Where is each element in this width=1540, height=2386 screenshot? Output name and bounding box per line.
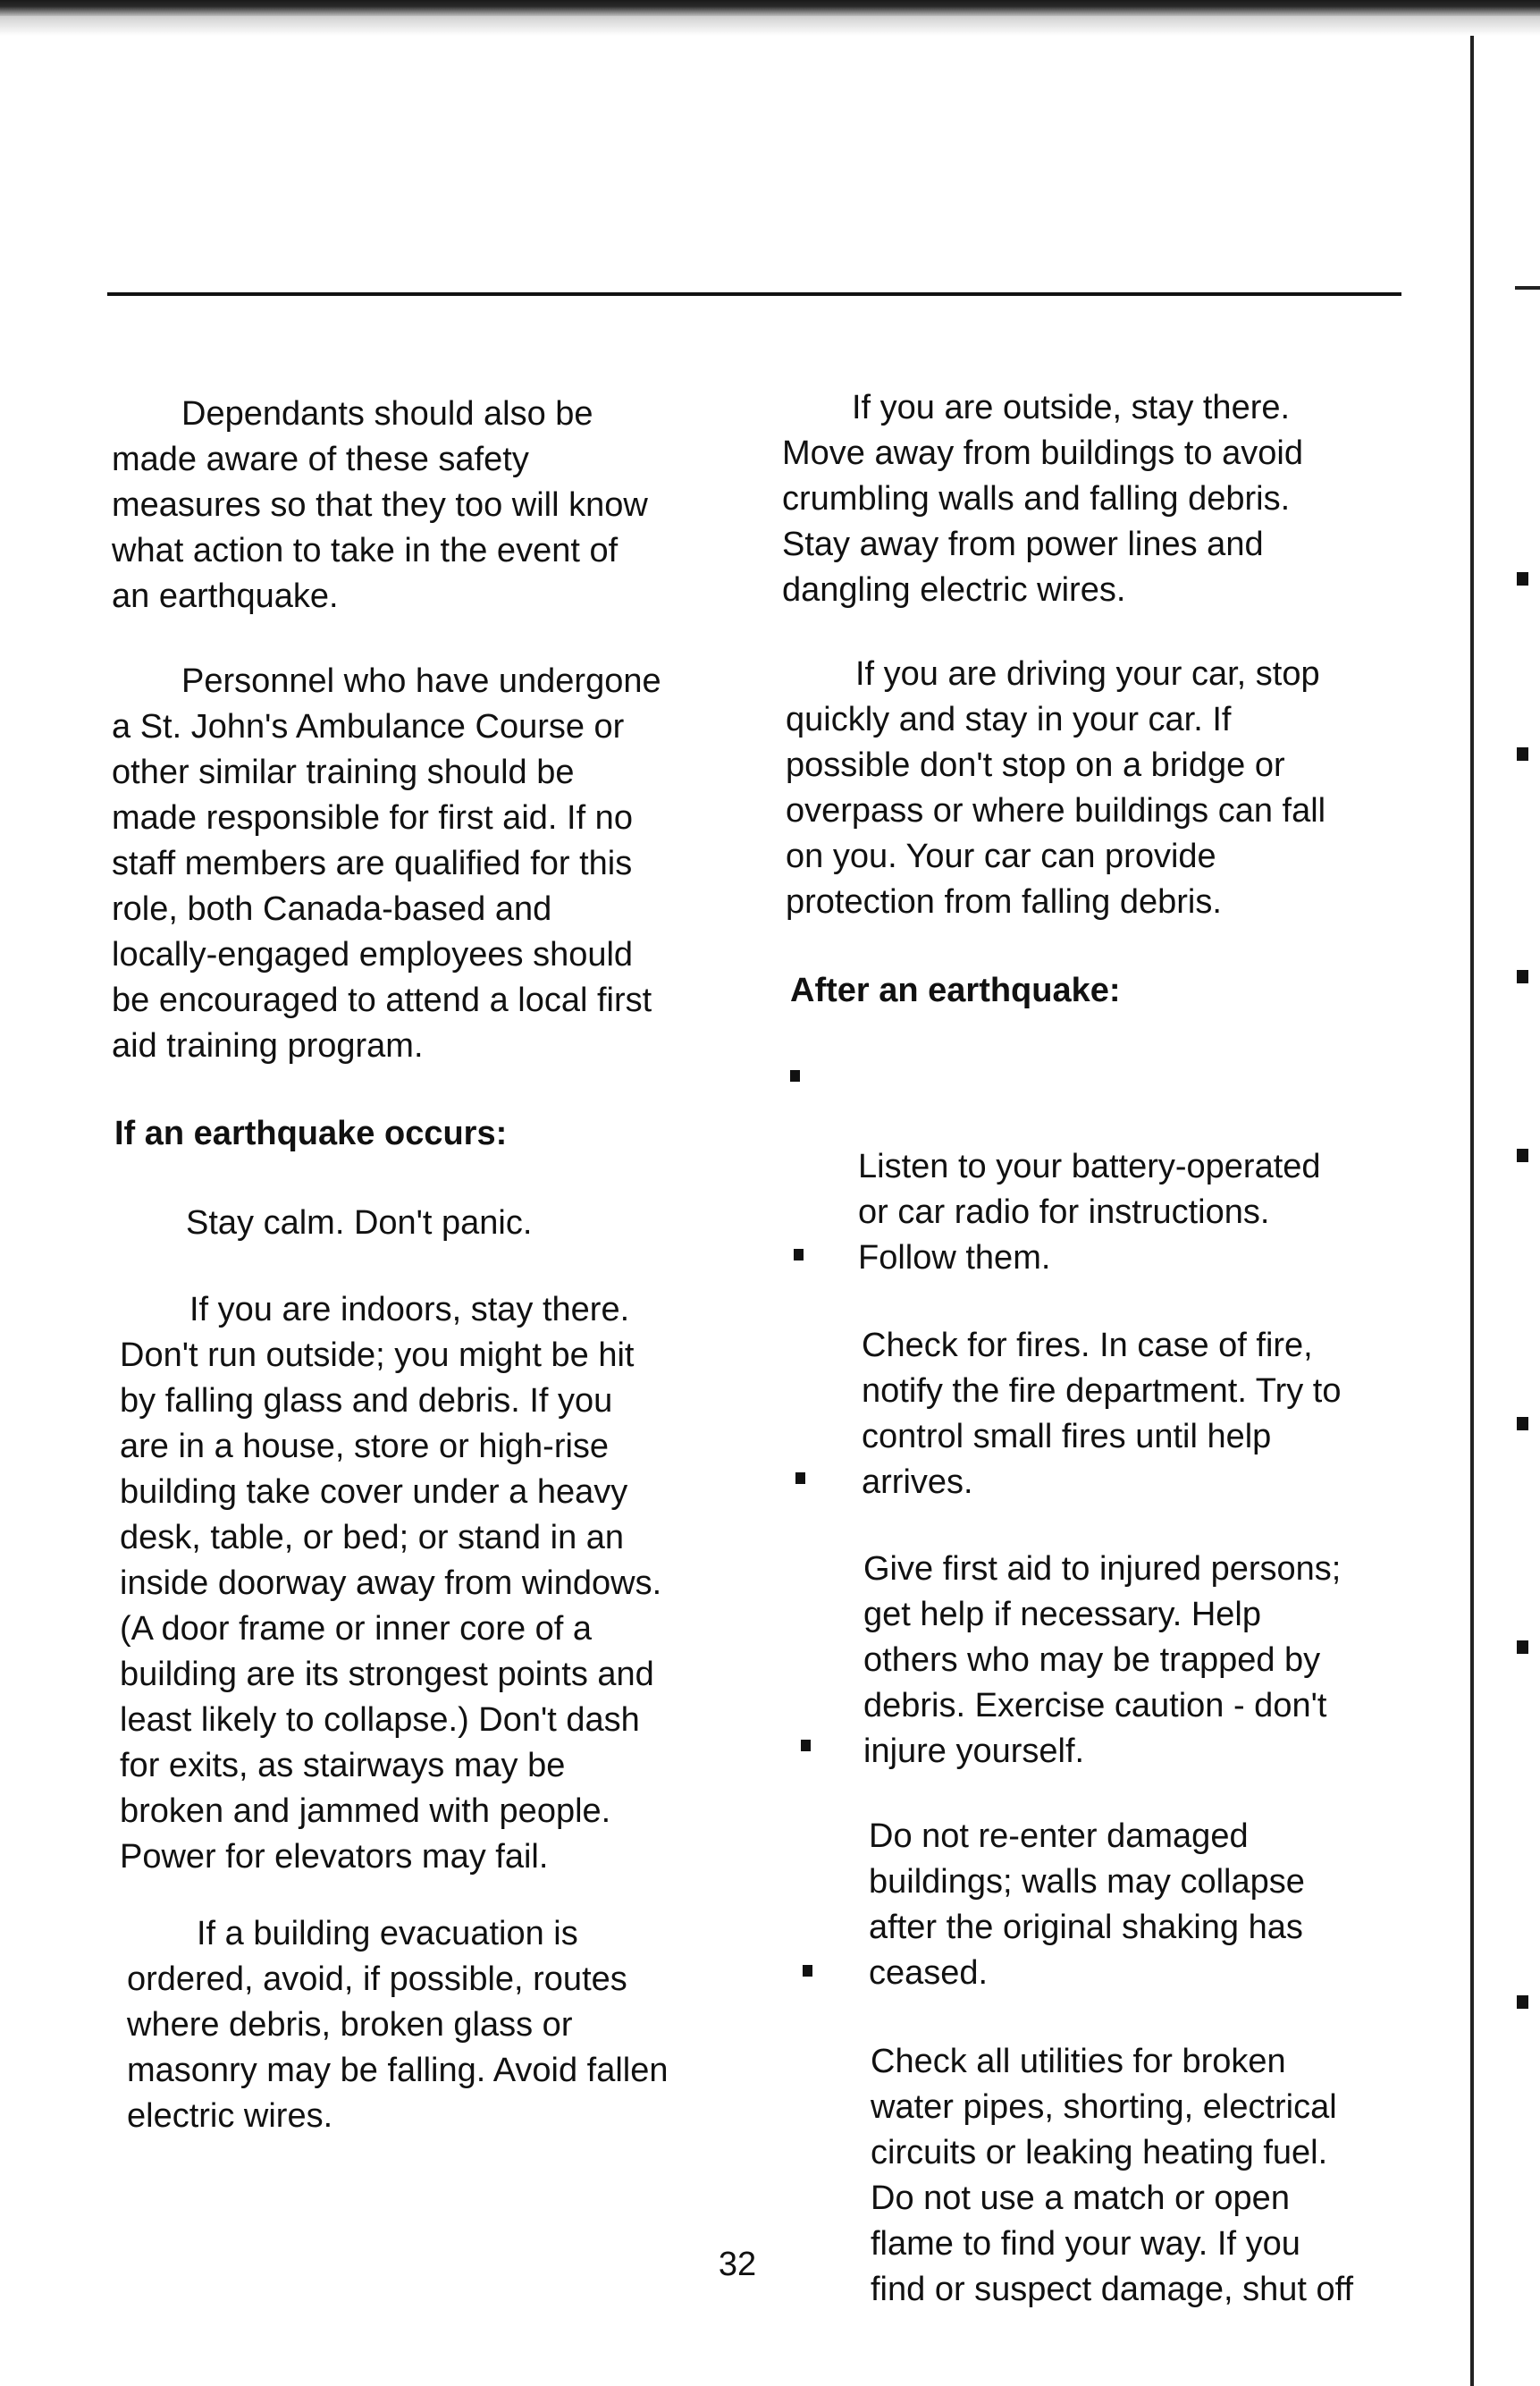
paragraph-driving: If you are driving your car, stop quickly and stay in your car. If possible don't stop on a bridge or overpass or where buildings can fall on you. Your car can provide protection from falling debris. [786, 655, 1326, 921]
bullet-icon [803, 1965, 812, 1977]
bullet-icon [794, 1249, 804, 1260]
page-edge-mark [1517, 1995, 1528, 2009]
paragraph-evacuation: If a building evacuation is ordered, avoid, if possible, routes where debris, broken glass or masonry may be falling. Avoid fallen electric wires. [127, 1915, 669, 2135]
heading-if-earthquake-occurs: If an earthquake occurs: [114, 1115, 508, 1152]
bullet-icon [795, 1472, 805, 1484]
list-item-text: Listen to your battery-operated or car radio for instructions. Follow them. [858, 1148, 1321, 1277]
paragraph-dependants: Dependants should also be made aware of these safety measures so that they too will know what action to take in the event of an earthquake. [112, 395, 648, 615]
paragraph-personnel: Personnel who have undergone a St. John's Ambulance Course or other similar training should be made responsible for first aid. If no staff members are qualified for this role, both Canada-based and locally-engaged employees should be encouraged to attend a local first aid training program. [112, 662, 661, 1065]
bullet-icon [801, 1740, 811, 1751]
scan-top-border [0, 0, 1540, 16]
paragraph-outside: If you are outside, stay there. Move away from buildings to avoid crumbling walls and falling debris. Stay away from power lines and dangling electric wires. [782, 389, 1303, 609]
list-item-text: Do not re-enter damaged buildings; walls may collapse after the original shaking has ceased. [869, 1817, 1305, 1992]
bullet-list [794, 1902, 1437, 2358]
page-edge-mark [1517, 1640, 1528, 1654]
page-edge-mark [1517, 1417, 1528, 1430]
header-rule [107, 292, 1401, 296]
paragraph-stay-calm: Stay calm. Don't panic. [186, 1204, 533, 1242]
page-edge-mark [1517, 572, 1528, 586]
page-edge-mark [1517, 747, 1528, 761]
bullet-icon [790, 1070, 800, 1082]
list-item-text: Check all utilities for broken water pipes, shorting, electrical circuits or leaking heating fuel. Do not use a match or open flame to find your way. If you find or suspect damage, shut off [871, 2043, 1354, 2308]
paragraph-indoors: If you are indoors, stay there. Don't run outside; you might be hit by falling glass and debris. If you are in a house, store or high-rise building take cover under a heavy desk, table, or bed; or stand in an inside doorway away from windows. (A door frame or inner core of a building are its strongest points and least likely to collapse.) Don't dash for exits, as stairways may be broken and jammed with people. Power for elevators may fail. [120, 1291, 662, 1876]
page-edge-tick [1515, 286, 1540, 290]
scan-right-border [1470, 36, 1474, 2386]
left-column [127, 1866, 788, 2185]
list-item-text: Check for fires. In case of fire, notify the fire department. Try to control small fires until help arrives. [862, 1327, 1342, 1501]
right-column [786, 606, 1429, 971]
page-number: 32 [718, 2246, 757, 2283]
left-column [112, 613, 773, 1115]
left-column [120, 1242, 781, 1926]
scan-top-shadow [0, 16, 1540, 36]
heading-after-earthquake: After an earthquake: [790, 972, 1121, 1009]
list-item-text: Give first aid to injured persons; get help if necessary. Help others who may be trapped by debris. Exercise caution - don't injure yourself. [863, 1550, 1342, 1770]
page-edge-mark [1517, 970, 1528, 983]
page-edge-mark [1517, 1149, 1528, 1162]
